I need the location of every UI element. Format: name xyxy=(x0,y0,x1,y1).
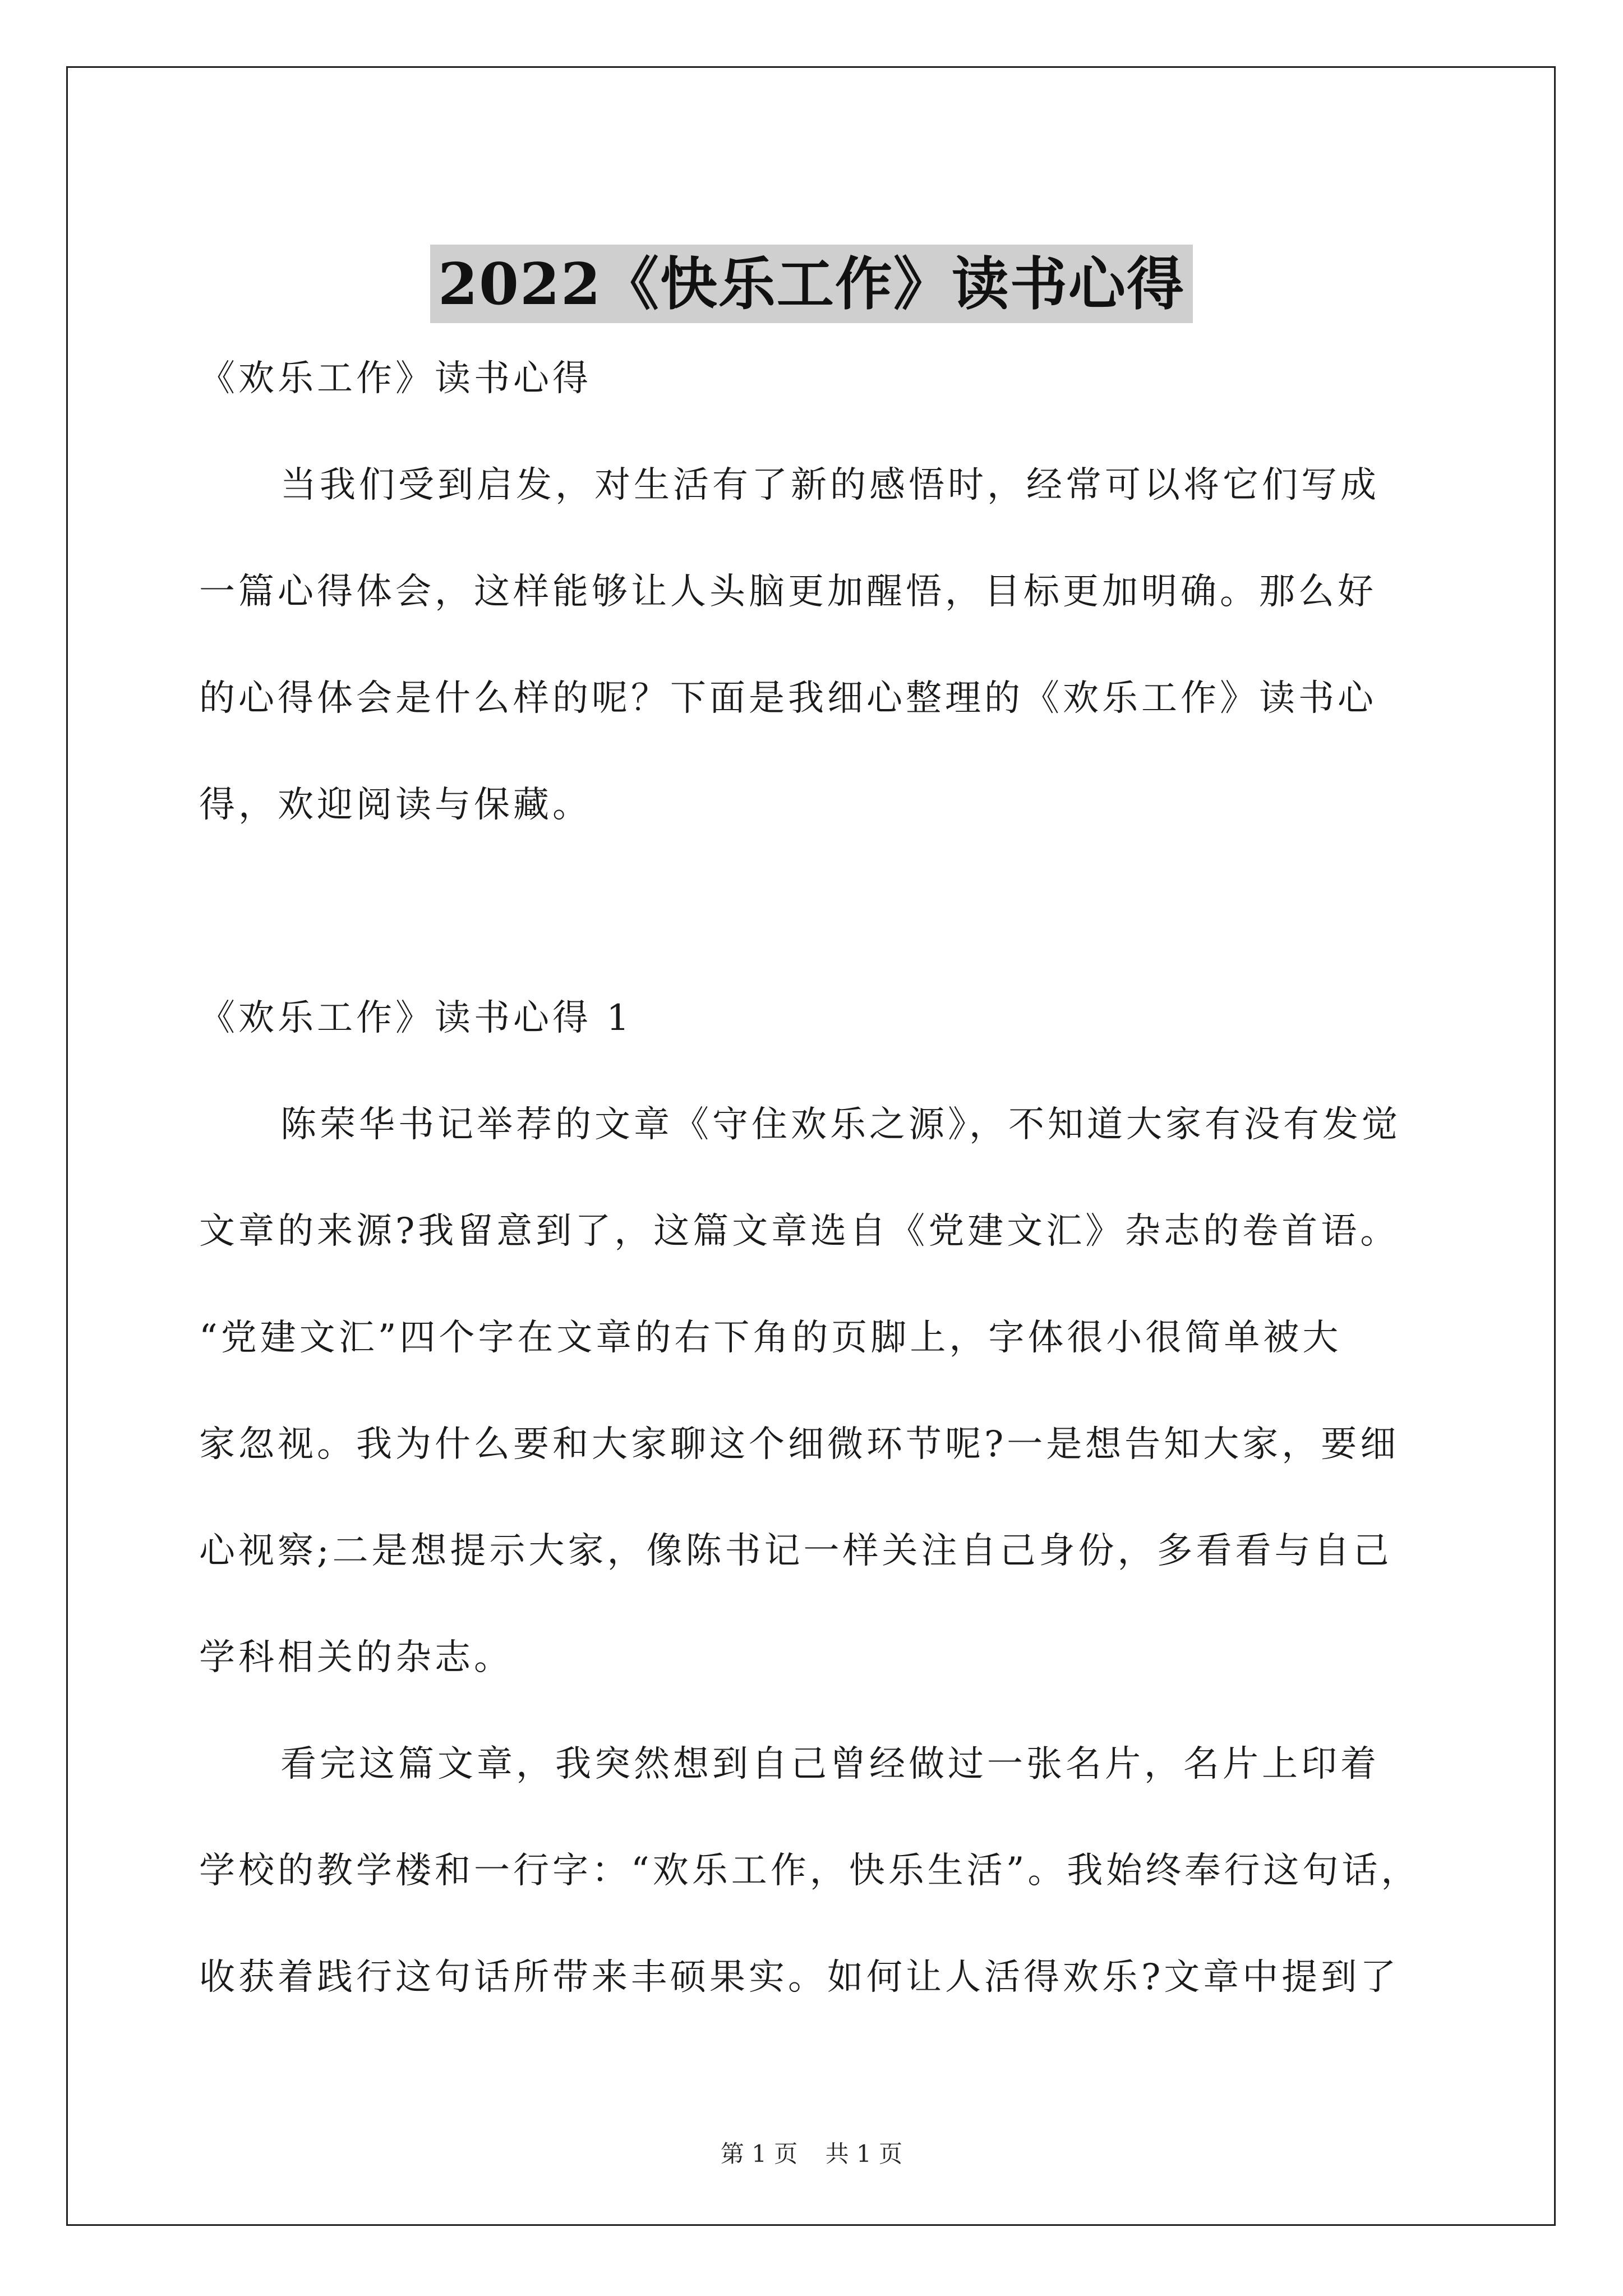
paragraph-line: 家忽视。我为什么要和大家聊这个细微环节呢?一是想告知大家，要细 xyxy=(199,1424,1400,1465)
document-title: 2022《快乐工作》读书心得 xyxy=(430,245,1193,323)
paragraph-line: 学校的教学楼和一行字：“欢乐工作，快乐生活”。我始终奉行这句话， xyxy=(199,1850,1421,1892)
paragraph-line: 心视察;二是想提示大家，像陈书记一样关注自己身份，多看看与自己 xyxy=(199,1530,1393,1572)
page-number: 第 1 页 xyxy=(720,2140,798,2168)
intro-line: 一篇心得体会，这样能够让人头脑更加醒悟，目标更加明确。那么好 xyxy=(199,571,1377,613)
paragraph-line: 陈荣华书记举荐的文章《守住欢乐之源》，不知道大家有没有发觉 xyxy=(280,1104,1401,1145)
intro-line: 的心得体会是什么样的呢？下面是我细心整理的《欢乐工作》读书心 xyxy=(199,678,1377,719)
paragraph-line: 收获着践行这句话所带来丰硕果实。如何让人活得欢乐?文章中提到了 xyxy=(199,1957,1400,1998)
paragraph-line: 文章的来源?我留意到了，这篇文章选自《党建文汇》杂志的卷首语。 xyxy=(199,1211,1400,1252)
paragraph-line: 看完这篇文章，我突然想到自己曾经做过一张名片，名片上印着 xyxy=(280,1743,1380,1785)
paragraph-line: “党建文汇”四个字在文章的右下角的页脚上，字体很小很简单被大 xyxy=(199,1317,1342,1359)
paragraph-line: 学科相关的杂志。 xyxy=(199,1637,513,1678)
subtitle: 《欢乐工作》读书心得 xyxy=(199,358,592,399)
page-footer xyxy=(0,2137,1623,2171)
intro-line: 得，欢迎阅读与保藏。 xyxy=(199,784,592,826)
page-total: 共 1 页 xyxy=(825,2140,903,2168)
section-heading: 《欢乐工作》读书心得 1 xyxy=(199,997,633,1039)
intro-line: 当我们受到启发，对生活有了新的感悟时，经常可以将它们写成 xyxy=(280,464,1380,506)
